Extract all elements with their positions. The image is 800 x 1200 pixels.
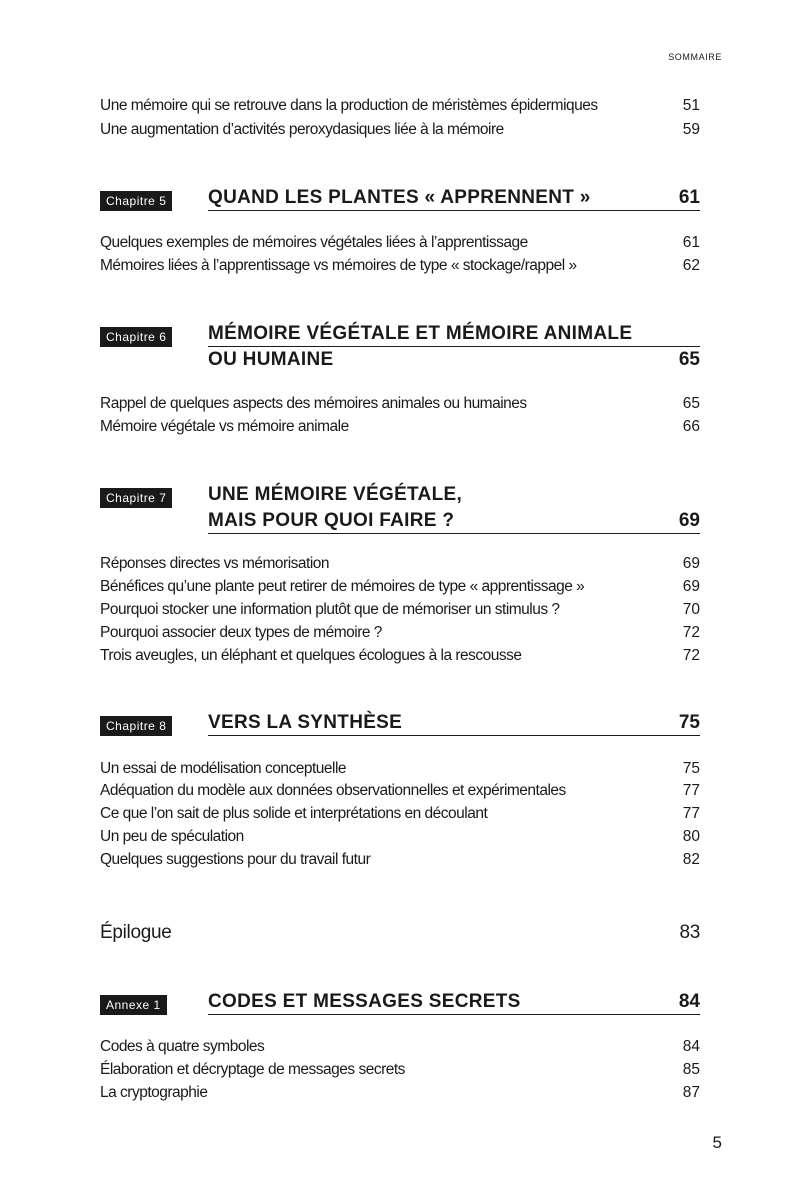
toc-entry	[100, 553, 700, 575]
annex-title: CODES ET MESSAGES SECRETS	[208, 991, 521, 1012]
toc-entry-page: 62	[682, 257, 700, 274]
toc-entry	[100, 232, 700, 254]
toc-entry-title: Réponses directes vs mémorisation	[100, 555, 330, 572]
toc-entry-page: 70	[682, 601, 700, 618]
toc-entry-title: Une augmentation d’activités peroxydasiques liée à la mémoire	[100, 121, 504, 138]
toc-entry-page: 77	[682, 782, 700, 799]
toc-entry-title: Ce que l’on sait de plus solide et interprétations en découlant	[100, 805, 488, 822]
chapter-page: 65	[678, 349, 700, 370]
chapter-label: Chapitre 7	[100, 488, 172, 508]
toc-entry-page: 84	[682, 1038, 700, 1055]
toc-entry	[100, 645, 700, 667]
chapter-page: 61	[678, 187, 700, 208]
toc-entry-title: La cryptographie	[100, 1084, 208, 1101]
toc-entry	[100, 576, 700, 598]
toc-entry-title: Adéquation du modèle aux données observationnelles et expérimentales	[100, 782, 566, 799]
chapter-page: 69	[678, 510, 700, 531]
toc-entry-title: Un essai de modélisation conceptuelle	[100, 760, 347, 777]
toc-entry	[100, 622, 700, 644]
toc-entry	[100, 95, 700, 117]
chapter-rule	[208, 735, 700, 736]
toc-entry	[100, 599, 700, 621]
toc-entry	[100, 780, 700, 802]
toc-entry-page: 80	[682, 828, 700, 845]
toc-entry	[100, 416, 700, 438]
toc-entry	[100, 758, 700, 780]
epilogue-page: 83	[679, 922, 700, 943]
toc-entry-title: Mémoires liées à l’apprentissage vs mémoires de type « stockage/rappel »	[100, 257, 577, 274]
annex-rule	[208, 1014, 700, 1015]
toc-entry	[100, 803, 700, 825]
chapter-rule	[208, 210, 700, 211]
chapter-title: MÉMOIRE VÉGÉTALE ET MÉMOIRE ANIMALE OU HUMAINE	[208, 323, 633, 370]
toc-entry-title: Quelques suggestions pour du travail futur	[100, 851, 371, 868]
toc-entry-page: 85	[682, 1061, 700, 1078]
toc-entry-page: 59	[682, 121, 700, 138]
toc-entry-page: 66	[682, 418, 700, 435]
toc-entry	[100, 393, 700, 415]
toc-entry	[100, 849, 700, 871]
toc-entry-title: Trois aveugles, un éléphant et quelques écologues à la rescousse	[100, 647, 522, 664]
toc-entry-page: 87	[682, 1084, 700, 1101]
toc-entry-title: Bénéfices qu’une plante peut retirer de mémoires de type « apprentissage »	[100, 578, 585, 595]
annex-page: 84	[678, 991, 700, 1012]
toc-entry-title: Un peu de spéculation	[100, 828, 244, 845]
toc-entry	[100, 1082, 700, 1104]
running-head: SOMMAIRE	[668, 52, 722, 62]
toc-entry-title: Codes à quatre symboles	[100, 1038, 265, 1055]
chapter-title: QUAND LES PLANTES « APPRENNENT »	[208, 187, 591, 208]
epilogue-title: Épilogue	[100, 922, 172, 943]
toc-entry	[100, 255, 700, 277]
toc-entry-page: 61	[682, 234, 700, 251]
chapter-page: 75	[678, 712, 700, 733]
toc-entry-title: Rappel de quelques aspects des mémoires animales ou humaines	[100, 395, 527, 412]
chapter-rule	[208, 533, 700, 534]
toc-entry-page: 65	[682, 395, 700, 412]
chapter-rule	[208, 346, 700, 347]
toc-entry-page: 51	[682, 97, 700, 114]
toc-entry-page: 77	[682, 805, 700, 822]
toc-entry-page: 82	[682, 851, 700, 868]
chapter-label: Chapitre 6	[100, 327, 172, 347]
chapter-label: Chapitre 8	[100, 716, 172, 736]
page-number: 5	[712, 1133, 722, 1152]
chapter-label: Chapitre 5	[100, 191, 172, 211]
toc-entry-title: Élaboration et décryptage de messages secrets	[100, 1061, 405, 1078]
epilogue-entry	[100, 922, 700, 944]
toc-entry	[100, 826, 700, 848]
toc-entry-page: 69	[682, 578, 700, 595]
toc-entry-title: Quelques exemples de mémoires végétales liées à l’apprentissage	[100, 234, 528, 251]
toc-entry	[100, 1059, 700, 1081]
toc-entry-title: Pourquoi stocker une information plutôt que de mémoriser un stimulus ?	[100, 601, 560, 618]
toc-entry-page: 75	[682, 760, 700, 777]
toc-entry-title: Mémoire végétale vs mémoire animale	[100, 418, 349, 435]
toc-entry	[100, 119, 700, 141]
toc-entry-title: Pourquoi associer deux types de mémoire ?	[100, 624, 382, 641]
toc-entry	[100, 1036, 700, 1058]
toc-entry-page: 72	[682, 624, 700, 641]
chapter-title: UNE MÉMOIRE VÉGÉTALE, MAIS POUR QUOI FAIRE ?	[208, 484, 463, 531]
toc-entry-page: 72	[682, 647, 700, 664]
toc-entry-page: 69	[682, 555, 700, 572]
annex-label: Annexe 1	[100, 995, 167, 1015]
toc-entry-title: Une mémoire qui se retrouve dans la production de méristèmes épidermiques	[100, 97, 598, 114]
chapter-title: VERS LA SYNTHÈSE	[208, 712, 403, 733]
